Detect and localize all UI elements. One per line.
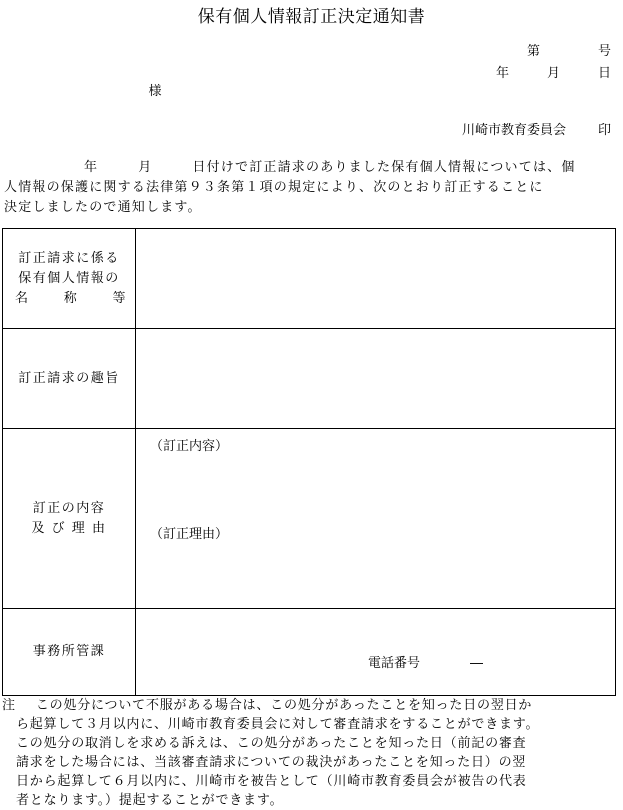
- row-request-purpose: [3, 329, 616, 429]
- notice-form-table: [2, 228, 616, 696]
- note-line6: 者となります。）提起することができます。: [16, 793, 284, 808]
- correction-content-heading: （訂正内容）: [150, 439, 229, 454]
- label-correction-details: [3, 429, 136, 609]
- note-line2: ら起算して３月以内に、川崎市教育委員会に対して審査請求をすることができます。: [16, 717, 540, 732]
- label-department: 事務所管課: [3, 609, 136, 696]
- label-line: 訂正の内容: [32, 500, 106, 516]
- sender-name: 川崎市教育委員会: [461, 123, 566, 138]
- value-request-purpose[interactable]: [136, 329, 616, 429]
- label-line: 保有個人情報の: [18, 270, 120, 286]
- note-line4: 請求をした場合には、当該審査請求についての裁決があったことを知った日）の翌: [16, 755, 527, 770]
- document-title: 保有個人情報訂正決定通知書: [197, 7, 426, 27]
- note-line5: 日から起算して６月以内に、川崎市を被告として（川崎市教育委員会が被告の代表: [16, 774, 527, 789]
- phone-label: 電話番号: [368, 656, 421, 671]
- value-target-info[interactable]: [136, 229, 616, 329]
- label-target-info: [3, 229, 136, 329]
- label-request-purpose: 訂正請求の趣旨: [3, 329, 136, 429]
- label-line: 及 び 理 由: [31, 520, 107, 536]
- note-line3: この処分の取消しを求める訴えは、この処分があったことを知った日（前記の審査: [16, 736, 527, 751]
- seal-mark: 印: [597, 123, 611, 138]
- date-day: 日: [597, 66, 611, 81]
- row-correction-details: [3, 429, 616, 609]
- intro-line1: 日付けで訂正請求のありました保有個人情報については、個: [192, 160, 576, 175]
- intro-line3: 決定しましたので通知します。: [4, 200, 202, 215]
- value-department[interactable]: [136, 609, 616, 696]
- intro-line2: 人情報の保護に関する法律第９３条第１項の規定により、次のとおり訂正することに: [4, 180, 544, 195]
- intro-paragraph: [4, 158, 616, 218]
- label-char: 称: [63, 290, 79, 306]
- sender: [462, 119, 611, 138]
- value-correction-details[interactable]: [136, 429, 616, 609]
- phone-number: [368, 652, 483, 671]
- label-line: [3, 289, 135, 309]
- issue-date: [496, 62, 611, 81]
- intro-year: 年: [84, 160, 99, 175]
- phone-dash: ―: [470, 656, 484, 671]
- label-line: 訂正請求に係る: [18, 250, 120, 266]
- date-year: 年: [495, 66, 509, 81]
- note-mark: 注: [2, 698, 16, 713]
- label-char: 名: [15, 290, 30, 306]
- doc-number-suffix: 号: [597, 44, 611, 59]
- addressee-suffix: 様: [148, 84, 162, 99]
- row-target-info: [3, 229, 616, 329]
- correction-reason-heading: （訂正理由）: [150, 527, 229, 542]
- intro-month: 月: [138, 160, 153, 175]
- label-char: 等: [112, 290, 127, 306]
- row-department: [3, 609, 616, 696]
- note-line1: この処分について不服がある場合は、この処分があったことを知った日の翌日か: [35, 698, 533, 713]
- document-number: [527, 40, 611, 59]
- date-month: 月: [546, 66, 560, 81]
- appeal-note: [2, 696, 620, 810]
- doc-number-prefix: 第: [526, 44, 540, 59]
